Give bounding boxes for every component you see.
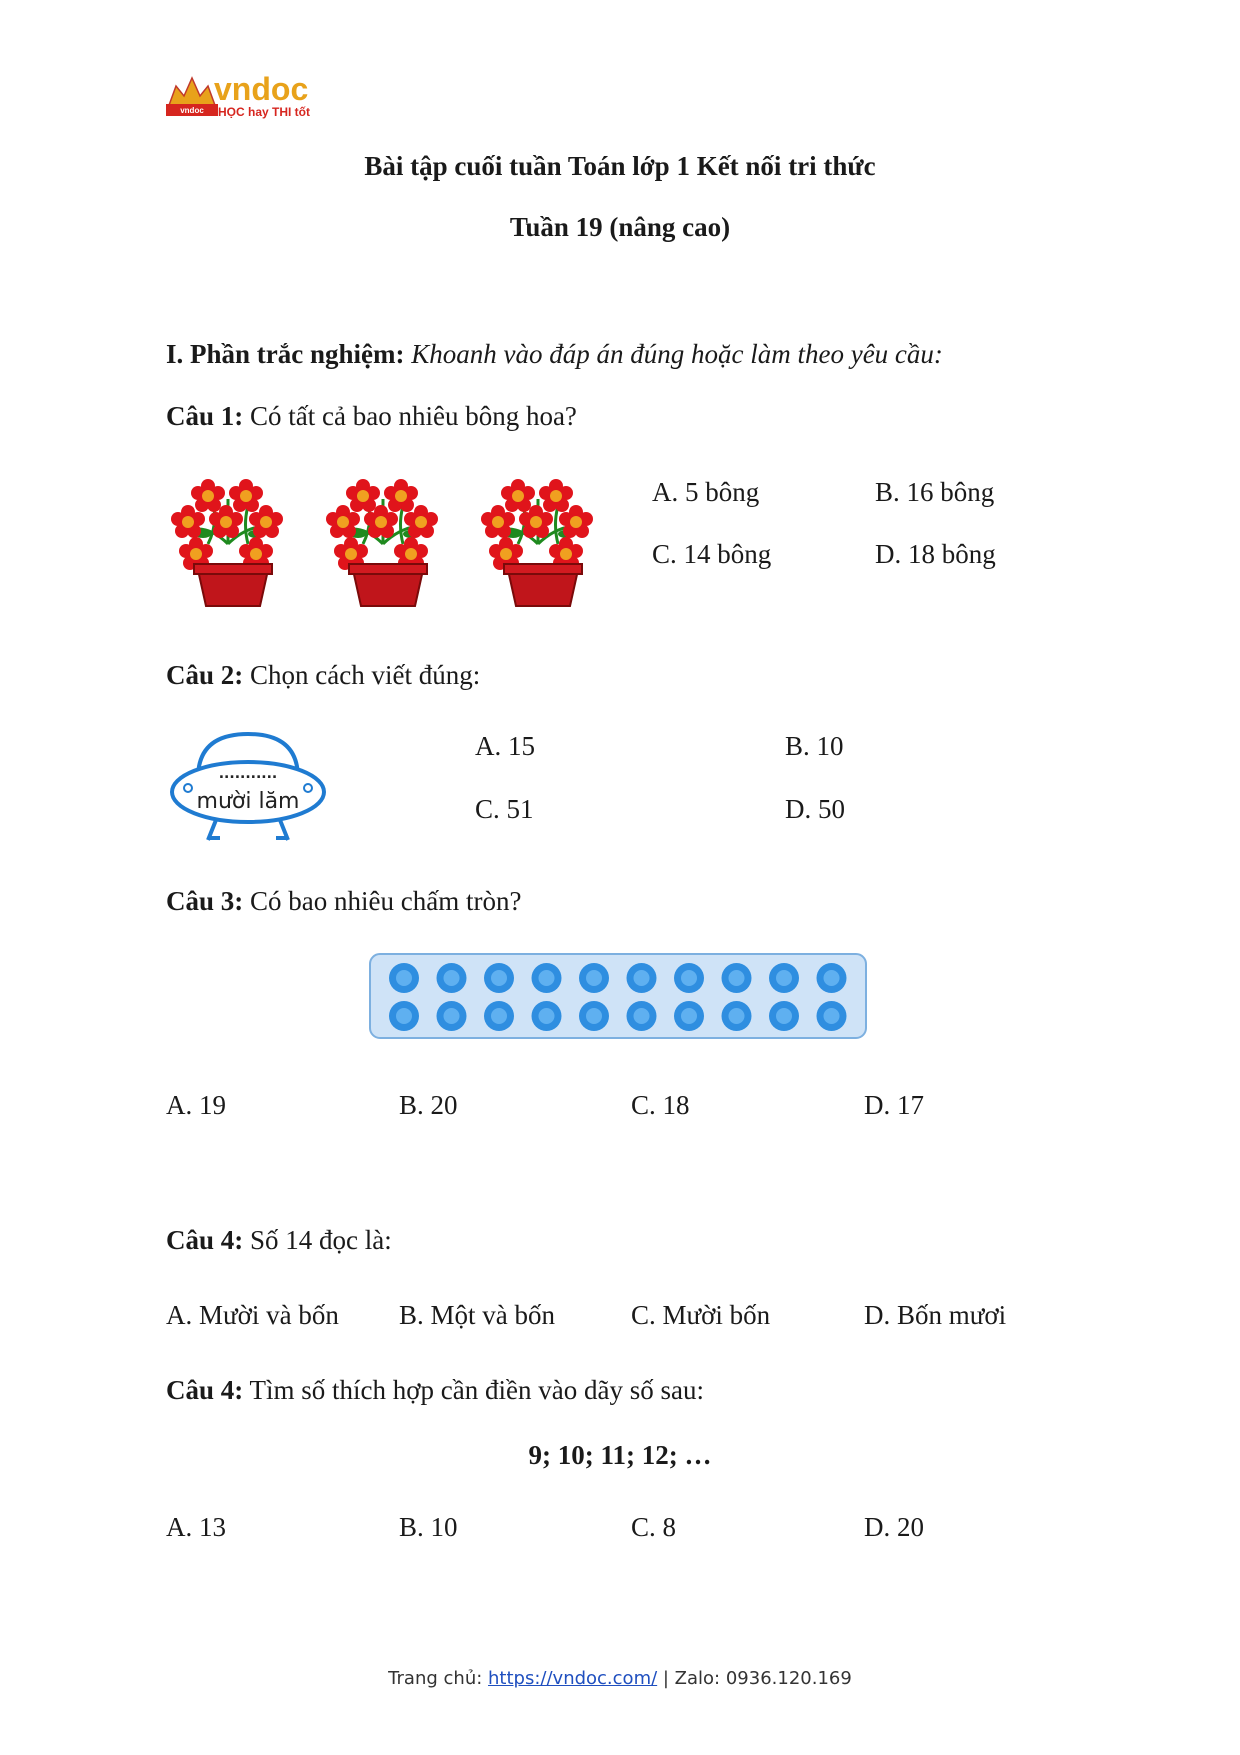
section-instruction: Khoanh vào đáp án đúng hoặc làm theo yêu cầu: xyxy=(411,339,943,369)
question-1-text: Có tất cả bao nhiêu bông hoa? xyxy=(250,401,577,431)
question-2 xyxy=(166,660,480,691)
question-2-label: Câu 2: xyxy=(166,660,244,690)
q4-option-c[interactable]: C. Mười bốn xyxy=(631,1300,771,1330)
dot-highlight xyxy=(634,1008,650,1024)
question-3 xyxy=(166,886,521,917)
q2-option-d[interactable]: D. 50 xyxy=(785,794,845,824)
dot-highlight xyxy=(491,1008,507,1024)
question-4-label: Câu 4: xyxy=(166,1225,244,1255)
q3-option-a[interactable]: A. 19 xyxy=(166,1090,226,1120)
dot-highlight xyxy=(729,970,745,986)
ufo-label: mười lăm xyxy=(196,789,300,814)
q5-option-b[interactable]: B. 10 xyxy=(399,1512,458,1542)
logo-badge: vndoc xyxy=(180,106,204,115)
ufo-image xyxy=(168,730,328,844)
page-subtitle: Tuần 19 (nâng cao) xyxy=(509,212,731,242)
flower-pots-image xyxy=(168,474,628,614)
page-title: Bài tập cuối tuần Toán lớp 1 Kết nối tri thức xyxy=(364,151,876,181)
dot-highlight xyxy=(776,970,792,986)
logo-brand: vndoc xyxy=(214,72,309,107)
q3-option-b[interactable]: B. 20 xyxy=(399,1090,458,1120)
section-heading xyxy=(166,339,943,370)
dot-highlight xyxy=(444,1008,460,1024)
question-5-label: Câu 4: xyxy=(166,1375,244,1405)
dot-highlight xyxy=(729,1008,745,1024)
dot-highlight xyxy=(539,970,555,986)
q5-option-c[interactable]: C. 8 xyxy=(631,1512,677,1542)
q2-option-b[interactable]: B. 10 xyxy=(785,731,844,761)
dot-highlight xyxy=(681,1008,697,1024)
q4-option-b[interactable]: B. Một và bốn xyxy=(399,1300,556,1330)
question-4 xyxy=(166,1225,392,1256)
question-4-text: Số 14 đọc là: xyxy=(250,1225,392,1255)
page-footer xyxy=(0,1668,1240,1689)
q1-option-d[interactable]: D. 18 bông xyxy=(875,539,996,569)
dot-highlight xyxy=(586,970,602,986)
dot-highlight xyxy=(681,970,697,986)
q1-option-a[interactable]: A. 5 bông xyxy=(652,477,760,507)
q2-option-a[interactable]: A. 15 xyxy=(475,731,535,761)
dot-highlight xyxy=(776,1008,792,1024)
dot-highlight xyxy=(634,970,650,986)
logo-tagline: HỌC hay THI tốt xyxy=(218,105,310,119)
vndoc-logo[interactable] xyxy=(166,72,326,122)
section-label: I. Phần trắc nghiệm: xyxy=(166,339,405,369)
dot-frame-image xyxy=(368,952,868,1040)
dot-highlight xyxy=(824,1008,840,1024)
footer-suffix: | Zalo: 0936.120.169 xyxy=(657,1668,852,1689)
ufo-dots: ........... xyxy=(218,766,278,782)
q5-option-a[interactable]: A. 13 xyxy=(166,1512,226,1542)
dot-highlight xyxy=(444,970,460,986)
dot-highlight xyxy=(396,1008,412,1024)
number-sequence: 9; 10; 11; 12; … xyxy=(528,1440,712,1470)
question-2-text: Chọn cách viết đúng: xyxy=(250,660,481,690)
dot-highlight xyxy=(824,970,840,986)
dot-highlight xyxy=(586,1008,602,1024)
dot-highlight xyxy=(491,970,507,986)
question-1-label: Câu 1: xyxy=(166,401,244,431)
dot-highlight xyxy=(539,1008,555,1024)
q5-option-d[interactable]: D. 20 xyxy=(864,1512,924,1542)
q2-option-c[interactable]: C. 51 xyxy=(475,794,534,824)
question-3-label: Câu 3: xyxy=(166,886,244,916)
q4-option-a[interactable]: A. Mười và bốn xyxy=(166,1300,339,1330)
q1-option-c[interactable]: C. 14 bông xyxy=(652,539,772,569)
q3-option-c[interactable]: C. 18 xyxy=(631,1090,690,1120)
question-5 xyxy=(166,1375,704,1406)
q1-option-b[interactable]: B. 16 bông xyxy=(875,477,995,507)
q3-option-d[interactable]: D. 17 xyxy=(864,1090,924,1120)
dot-highlight xyxy=(396,970,412,986)
question-1 xyxy=(166,401,577,432)
question-5-text: Tìm số thích hợp cần điền vào dãy số sau: xyxy=(249,1375,704,1405)
q4-option-d[interactable]: D. Bốn mươi xyxy=(864,1300,1007,1330)
question-3-text: Có bao nhiêu chấm tròn? xyxy=(250,886,522,916)
footer-home-link[interactable]: https://vndoc.com/ xyxy=(488,1668,658,1689)
footer-prefix: Trang chủ: xyxy=(388,1668,489,1689)
